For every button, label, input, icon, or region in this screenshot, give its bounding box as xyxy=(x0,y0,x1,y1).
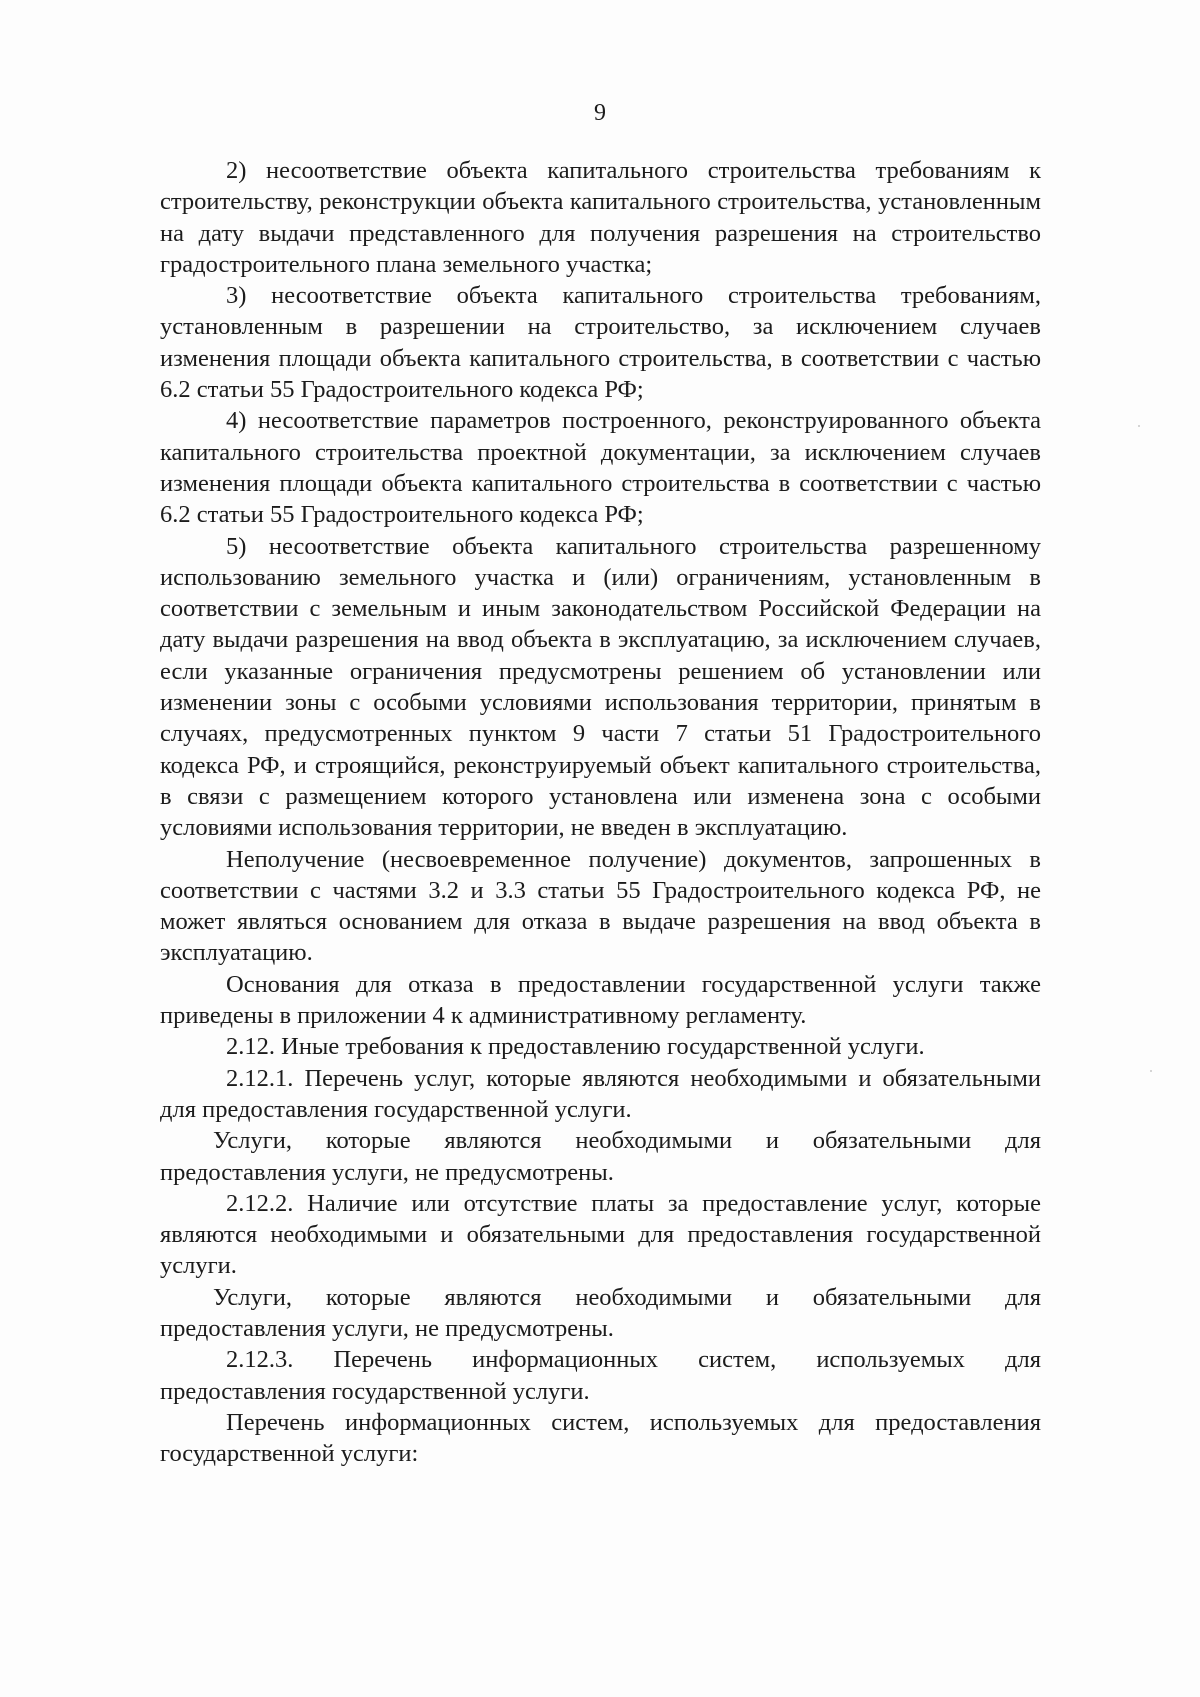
scan-speck xyxy=(1150,1070,1152,1072)
paragraph: Перечень информационных систем, используемых для предоставления государственной услуги: xyxy=(160,1408,1041,1468)
document-body xyxy=(160,155,1041,1469)
paragraph: 2.12.2. Наличие или отсутствие платы за предоставление услуг, которые являются необходимыми и обязательными для предоставления государственной услуги. xyxy=(160,1189,1041,1280)
paragraph: 2.12.3. Перечень информационных систем, используемых для предоставления государственной услуги. xyxy=(160,1346,1041,1405)
paragraph: Услуги, которые являются необходимыми и обязательными для предоставления услуги, не предусмотрены. xyxy=(160,1127,1041,1186)
paragraph: Неполучение (несвоевременное получение) документов, запрошенных в соответствии с частями 3.2 и 3.3 статьи 55 Градостроительного кодекса РФ, не может являться основанием для отказа в выдаче разрешения на ввод объекта в эксплуатацию. xyxy=(160,845,1041,967)
paragraph: 2.12. Иные требования к предоставлению государственной услуги. xyxy=(226,1033,925,1061)
paragraph: 2.12.1. Перечень услуг, которые являются необходимыми и обязательными для предоставления государственной услуги. xyxy=(160,1064,1041,1123)
paragraph: Основания для отказа в предоставлении государственной услуги также приведены в приложении 4 к административному регламенту. xyxy=(160,970,1041,1030)
page-number: 9 xyxy=(594,100,606,126)
scan-speck xyxy=(1138,425,1140,427)
paragraph: Услуги, которые являются необходимыми и обязательными для предоставления услуги, не предусмотрены. xyxy=(160,1283,1041,1342)
paragraph: 3) несоответствие объекта капитального строительства требованиям, установленным в разрешении на строительство, за исключением случаев изменения площади объекта капитального строительства, в соответствии с частью 6.2 статьи 55 Градостроительного кодекса РФ; xyxy=(160,282,1041,404)
paragraph: 4) несоответствие параметров построенного, реконструированного объекта капитального строительства проектной документации, за исключением случаев изменения площади объекта капитального строительства в соответствии с частью 6.2 статьи 55 Градостроительного кодекса РФ; xyxy=(160,407,1041,529)
paragraph: 5) несоответствие объекта капитального строительства разрешенному использованию земельного участка и (или) ограничениям, установленным в соответствии с земельным и иным законодательством Российской Федерации на дату выдачи разрешения на ввод объекта в эксплуатацию, за исключением случаев, если указанные ограничения предусмотрены решением об установлении или изменении зоны с особыми условиями использования территории, принятым в случаях, предусмотренных пунктом 9 части 7 статьи 51 Градостроительного кодекса РФ, и строящийся, реконструируемый объект капитального строительства, в связи с размещением которого установлена или изменена зона с особыми условиями использования территории, не введен в эксплуатацию. xyxy=(160,532,1041,842)
paragraph: 2) несоответствие объекта капитального строительства требованиям к строительству, реконструкции объекта капитального строительства, установленным на дату выдачи представленного для получения разрешения на строительство градостроительного плана земельного участка; xyxy=(160,157,1041,278)
